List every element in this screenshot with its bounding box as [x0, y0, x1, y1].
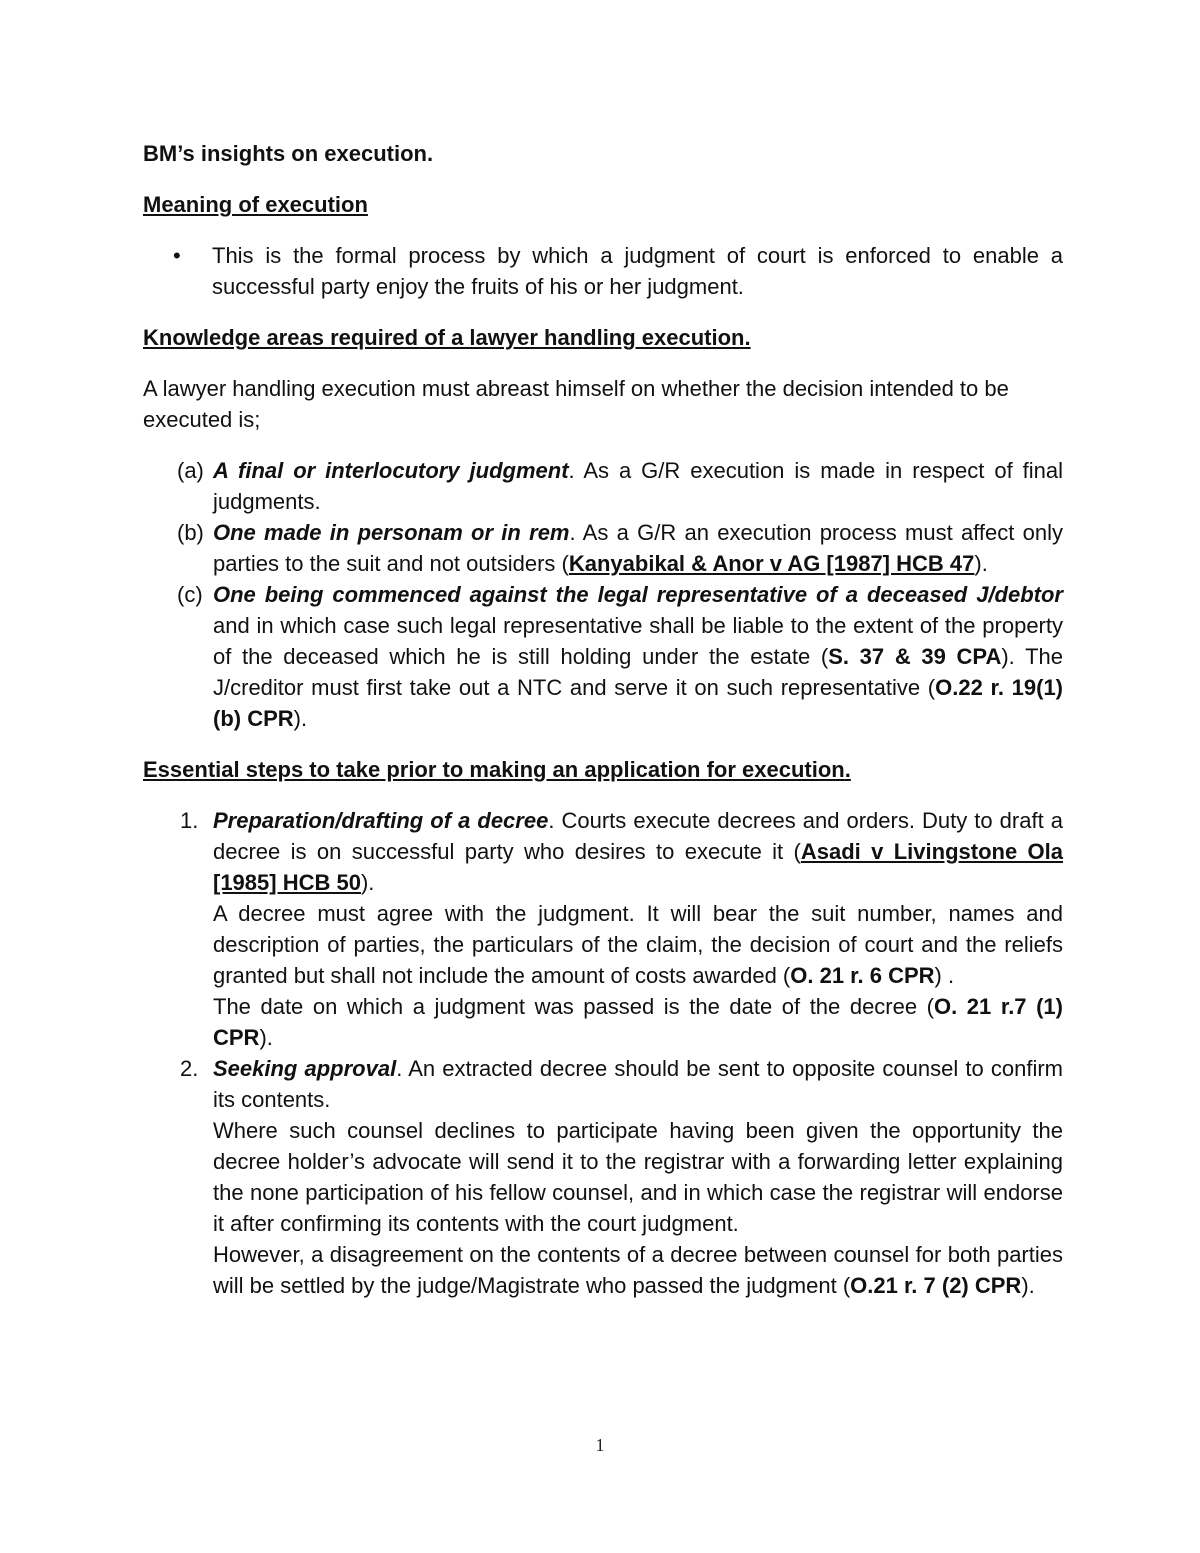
heading-dot: . — [744, 325, 751, 350]
item-text: and in which case such legal representative shall be liable to the extent of the property of the deceased which he is still holding under the estate ( — [213, 613, 1063, 669]
heading-knowledge-areas — [143, 322, 1063, 353]
list-item — [143, 240, 1063, 302]
rule-citation: O.21 r. 7 (2) CPR — [850, 1273, 1022, 1298]
list-item — [143, 805, 1063, 1053]
knowledge-intro: A lawyer handling execution must abreast himself on whether the decision intended to be executed is; — [143, 376, 1009, 432]
list-marker: (a) — [177, 458, 204, 483]
item-lead: Seeking approval — [213, 1056, 397, 1081]
steps-list — [143, 805, 1063, 1301]
item-text: . As a G/R an execution process must affect only parties to the suit and not outsiders ( — [213, 520, 1063, 576]
item-text: However, a disagreement on the contents of a decree between counsel for both parties will be settled by the judge/Magistrate who passed the judgment ( — [213, 1242, 1063, 1298]
item-lead: Preparation/drafting of a decree — [213, 808, 549, 833]
item-paragraph — [213, 1239, 1063, 1301]
item-text: ). — [1021, 1273, 1035, 1298]
list-marker: 1. — [180, 808, 199, 833]
list-marker: 2. — [180, 1056, 199, 1081]
heading-text: Knowledge areas required of a lawyer handling execution — [143, 325, 745, 350]
list-item — [143, 579, 1063, 734]
list-marker: (c) — [177, 582, 203, 607]
item-text: The date on which a judgment was passed is the date of the decree ( — [213, 994, 935, 1019]
item-lead: A final or interlocutory judgment — [213, 458, 569, 483]
list-item — [143, 517, 1063, 579]
bullet-text: This is the formal process by which a judgment of court is enforced to enable a successful party enjoy the fruits of his or her judgment. — [212, 243, 1063, 299]
case-citation: Kanyabikal & Anor v AG [1987] HCB 47 — [568, 551, 975, 576]
item-text: ). — [293, 706, 308, 731]
heading-text: Essential steps to take prior to making an application for execution — [143, 757, 845, 782]
document-body — [143, 138, 1063, 1321]
item-text: . As a G/R execution is made in respect of final judgments. — [213, 458, 1063, 514]
item-text: ) . — [934, 963, 955, 988]
item-paragraph: Where such counsel declines to participate having been given the opportunity the decree holder’s advocate will send it to the registrar with a forwarding letter explaining the none participation of his fellow counsel, and in which case the registrar will endorse it after confirming its contents with the court judgment. — [213, 1118, 1063, 1236]
rule-citation: O.22 r. 19(1) (b) CPR — [213, 675, 1063, 731]
item-text: . An extracted decree should be sent to opposite counsel to confirm its contents. — [213, 1056, 1063, 1112]
list-marker: (b) — [177, 520, 204, 545]
page-number: 1 — [595, 1435, 605, 1455]
knowledge-list — [143, 455, 1063, 734]
item-text: ). — [360, 870, 375, 895]
item-text: ). — [259, 1025, 273, 1050]
meaning-bullet-list — [143, 240, 1063, 302]
rule-citation: O. 21 r. 6 CPR — [790, 963, 935, 988]
item-paragraph — [213, 991, 1063, 1053]
statute-citation: S. 37 & 39 CPA — [828, 644, 1002, 669]
rule-citation: O. 21 r.7 (1) CPR — [213, 994, 1063, 1050]
item-text: ). — [974, 551, 988, 576]
heading-essential-steps — [143, 754, 1063, 785]
case-citation: Asadi v Livingstone Ola [1985] HCB 50 — [213, 839, 1063, 895]
document-title: BM’s insights on execution. — [143, 141, 434, 166]
item-text: A decree must agree with the judgment. It will bear the suit number, names and description of parties, the particulars of the claim, the decision of court and the reliefs granted but shall not include the amount of costs awarded ( — [213, 901, 1063, 988]
list-item — [143, 1053, 1063, 1301]
item-lead: One being commenced against the legal representative of a deceased J/debtor — [213, 582, 1063, 607]
item-lead: One made in personam or in rem — [213, 520, 570, 545]
heading-dot: . — [844, 757, 851, 782]
item-text: . Courts execute decrees and orders. Duty to draft a decree is on successful party who desires to execute it ( — [213, 808, 1063, 864]
item-text: ). The J/creditor must first take out a NTC and serve it on such representative ( — [213, 644, 1063, 700]
item-paragraph — [213, 898, 1063, 991]
list-item — [143, 455, 1063, 517]
bullet-icon: • — [173, 243, 181, 268]
heading-meaning-of-execution: Meaning of execution — [143, 192, 368, 217]
